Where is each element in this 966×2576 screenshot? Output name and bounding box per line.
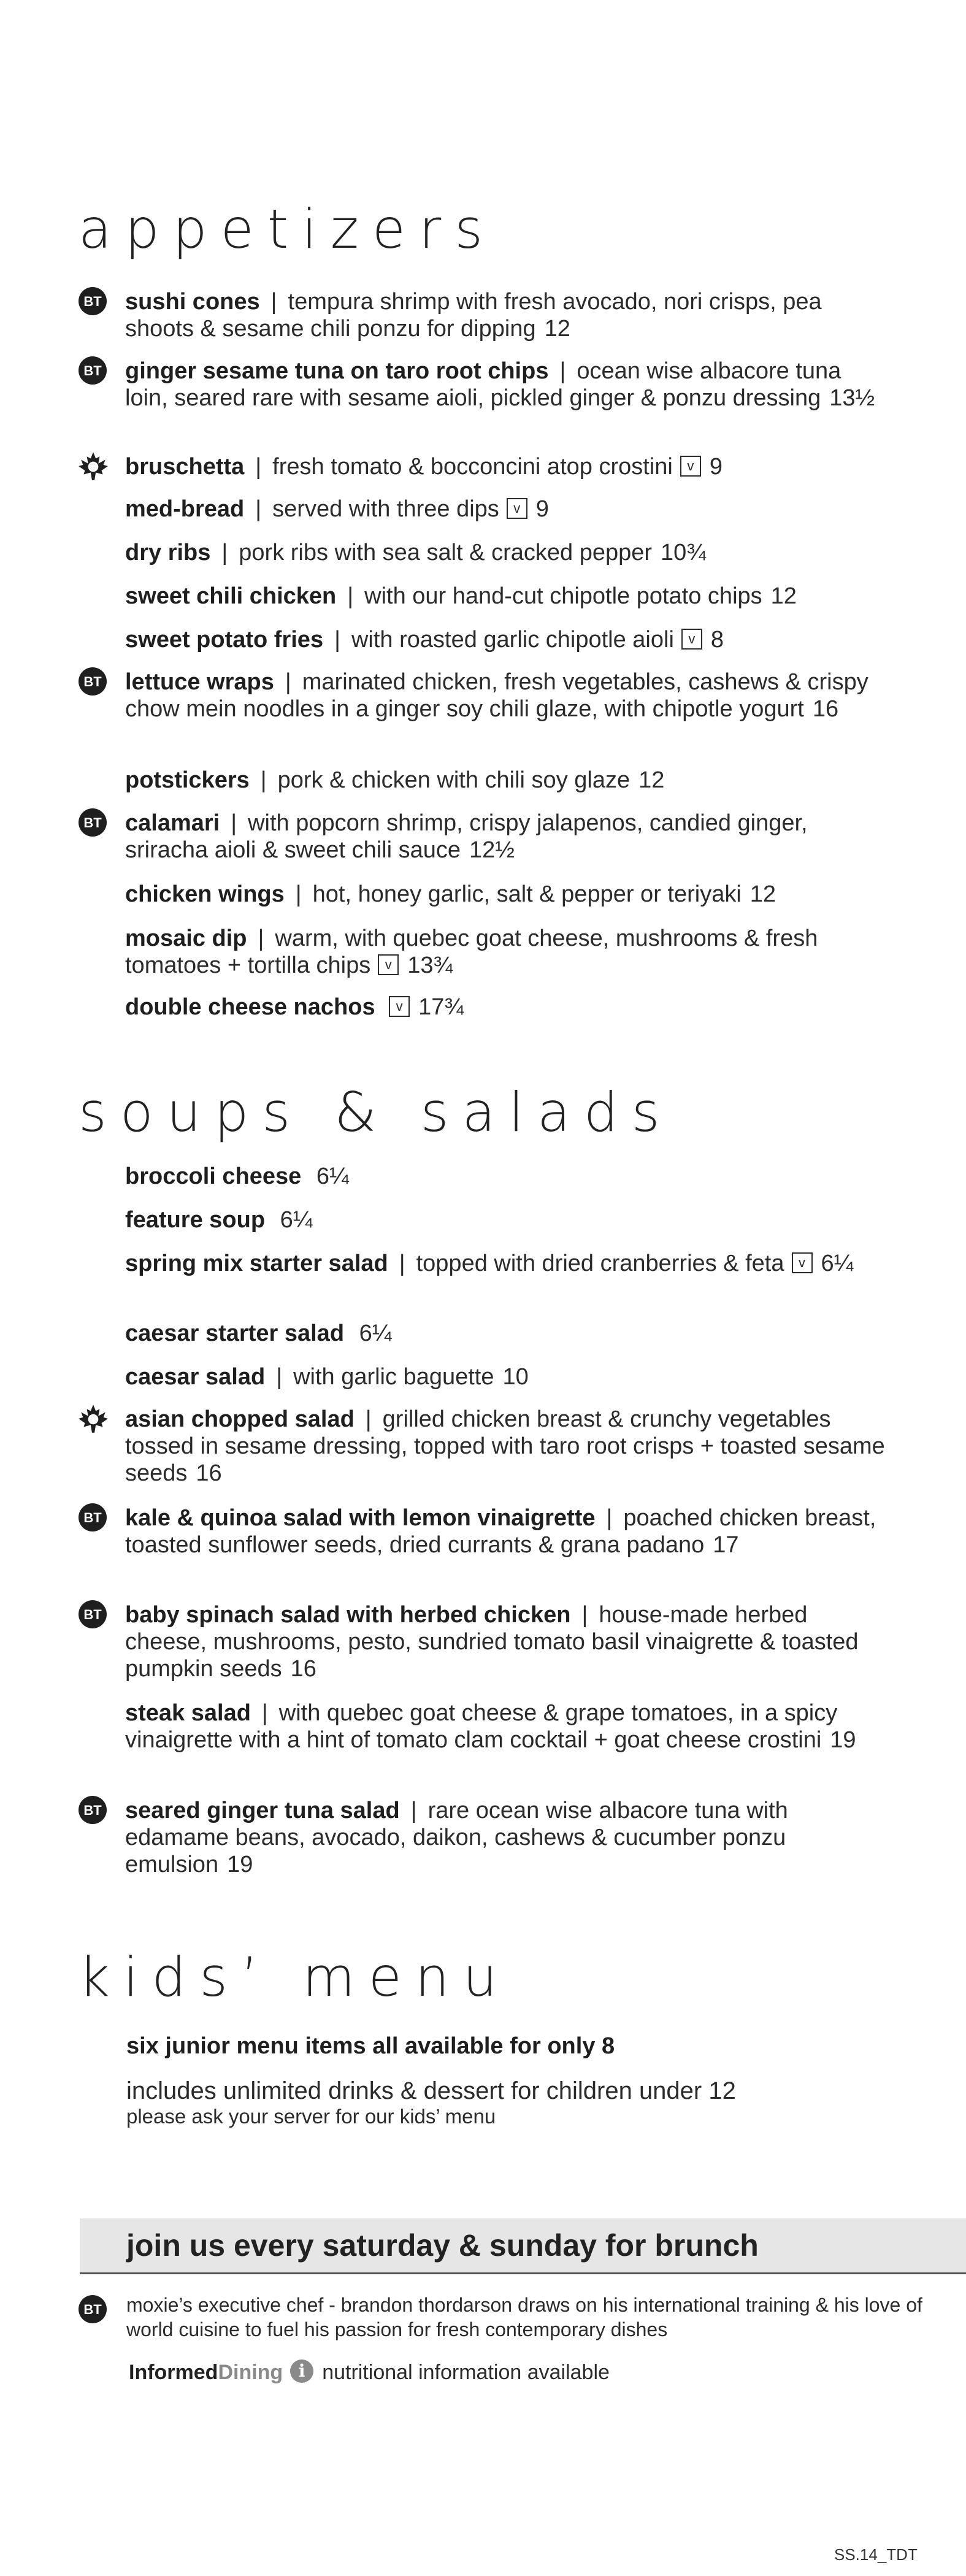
menu-item-price: 16 — [812, 696, 839, 722]
svg-text:BT: BT — [83, 1607, 102, 1622]
brunch-text: join us every saturday & sunday for brunch — [126, 2228, 759, 2263]
menu-item-price: 12½ — [469, 837, 515, 863]
separator: | — [581, 1602, 588, 1628]
menu-item — [125, 583, 886, 610]
menu-item — [125, 1163, 886, 1190]
bt-badge-icon — [77, 286, 108, 316]
bt-badge-icon — [77, 355, 108, 386]
menu-item — [125, 358, 886, 412]
menu-item-name: lettuce wraps — [125, 669, 274, 695]
vegetarian-icon: v — [389, 996, 410, 1017]
kids-offer: six junior menu items all available for only 8 — [126, 2033, 615, 2059]
menu-item-name: double cheese nachos — [125, 994, 375, 1020]
menu-item-description: with roasted garlic chipotle aioli — [351, 627, 674, 653]
menu-item — [125, 925, 886, 979]
separator: | — [295, 881, 302, 907]
svg-text:BT: BT — [83, 815, 102, 830]
separator: | — [347, 583, 354, 609]
menu-item-description: rare ocean wise albacore tuna with edamame beans, avocado, daikon, cashews & cucumber ponzu emulsion — [125, 1798, 788, 1877]
menu-item-name: spring mix starter salad — [125, 1251, 388, 1276]
menu-item-name: broccoli cheese — [125, 1163, 302, 1189]
menu-item — [125, 1406, 886, 1487]
kids-note: please ask your server for our kids’ menu — [126, 2105, 496, 2128]
bt-badge-icon — [77, 2294, 108, 2325]
menu-item — [125, 669, 886, 723]
menu-item — [125, 1206, 886, 1233]
menu-item — [125, 810, 886, 864]
menu-item-description: poached chicken breast, toasted sunflower seeds, dried currants & grana padano — [125, 1505, 876, 1558]
menu-item-name: potstickers — [125, 767, 250, 793]
menu-item — [125, 767, 886, 794]
menu-item-name: dry ribs — [125, 540, 211, 565]
separator: | — [255, 454, 262, 480]
menu-item-name: caesar starter salad — [125, 1321, 345, 1346]
menu-item-description: with garlic baguette — [293, 1364, 494, 1390]
soups-salads-heading: soups & salads — [79, 1081, 673, 1144]
menu-item-price: 10 — [502, 1364, 529, 1390]
svg-text:BT: BT — [83, 2302, 102, 2317]
menu-item-name: ginger sesame tuna on taro root chips — [125, 358, 549, 384]
separator: | — [260, 767, 267, 793]
menu-item — [125, 1797, 886, 1878]
menu-item-price: 12 — [638, 767, 665, 793]
menu-item-description: house-made herbed cheese, mushrooms, pesto, sundried tomato basil vinaigrette & toasted pumpkin seeds — [125, 1602, 859, 1682]
separator: | — [365, 1406, 372, 1432]
menu-item-price: 12 — [770, 583, 797, 609]
separator: | — [276, 1364, 283, 1390]
separator: | — [410, 1798, 417, 1823]
menu-item-description: pork & chicken with chili soy glaze — [277, 767, 631, 793]
menu-item-price: 16 — [290, 1656, 316, 1682]
menu-item — [125, 1505, 886, 1558]
separator: | — [399, 1251, 405, 1276]
menu-item-price: 6¼ — [280, 1207, 313, 1233]
informed-dining-logo-part2: Dining — [218, 2361, 283, 2384]
menu-item — [125, 453, 886, 480]
vegetarian-icon: v — [507, 498, 527, 519]
menu-item-description: with popcorn shrimp, crispy jalapenos, candied ginger, sriracha aioli & sweet chili sauce — [125, 810, 808, 863]
bt-badge-icon — [77, 1599, 108, 1630]
brunch-banner — [80, 2218, 966, 2274]
menu-item-description: with quebec goat cheese & grape tomatoes, in a spicy vinaigrette with a hint of tomato clam cocktail + goat cheese crostini — [125, 1700, 838, 1753]
svg-text:BT: BT — [83, 1803, 102, 1818]
bt-badge-icon — [77, 807, 108, 838]
maple-leaf-icon — [77, 1403, 109, 1435]
info-icon: i — [290, 2359, 313, 2383]
separator: | — [606, 1505, 613, 1531]
appetizers-heading: appetizers — [79, 197, 497, 261]
svg-text:BT: BT — [83, 1510, 102, 1525]
separator: | — [559, 358, 566, 384]
menu-item-price: 13¾ — [407, 953, 453, 978]
bt-badge-icon — [77, 666, 108, 697]
vegetarian-icon: v — [792, 1252, 813, 1273]
separator: | — [231, 810, 237, 836]
informed-dining-logo-part1: Informed — [129, 2361, 218, 2384]
menu-item-price: 9 — [535, 496, 549, 522]
menu-item-description: fresh tomato & bocconcini atop crostini — [272, 454, 673, 480]
menu-item-description: warm, with quebec goat cheese, mushrooms & fresh tomatoes + tortilla chips — [125, 926, 818, 978]
menu-item — [125, 1250, 886, 1277]
vegetarian-icon: v — [378, 954, 399, 975]
menu-item-price: 6¼ — [359, 1321, 392, 1346]
vegetarian-icon: v — [680, 456, 701, 477]
menu-item-name: sweet chili chicken — [125, 583, 337, 609]
bt-badge-icon — [77, 1502, 108, 1533]
menu-item — [125, 1320, 886, 1347]
menu-item-price: 10¾ — [661, 540, 706, 565]
menu-item-name: chicken wings — [125, 881, 285, 907]
menu-item-price: 6¼ — [821, 1251, 854, 1276]
menu-item-description: marinated chicken, fresh vegetables, cashews & crispy chow mein noodles in a ginger soy chili glaze, with chipotle yogurt — [125, 669, 868, 722]
menu-item-price: 19 — [830, 1727, 856, 1753]
menu-item-price: 17 — [713, 1532, 739, 1558]
maple-leaf-icon — [77, 451, 109, 483]
menu-item — [125, 881, 886, 908]
menu-item-price: 13½ — [829, 385, 875, 411]
menu-item-name: asian chopped salad — [125, 1406, 355, 1432]
menu-item-description: topped with dried cranberries & feta — [416, 1251, 784, 1276]
menu-item — [125, 626, 886, 653]
menu-item-description: hot, honey garlic, salt & pepper or teriyaki — [312, 881, 742, 907]
menu-item — [125, 496, 886, 523]
menu-item-price: 19 — [227, 1852, 253, 1877]
menu-item-price: 16 — [196, 1460, 222, 1486]
menu-item-price: 12 — [749, 881, 776, 907]
separator: | — [261, 1700, 268, 1726]
menu-item — [125, 539, 886, 566]
menu-item-name: calamari — [125, 810, 220, 836]
separator: | — [255, 496, 262, 522]
menu-item — [125, 288, 886, 342]
menu-item-name: caesar salad — [125, 1364, 266, 1390]
separator: | — [270, 289, 277, 315]
kids-includes: includes unlimited drinks & dessert for children under 12 — [126, 2077, 736, 2104]
menu-item-name: med-bread — [125, 496, 245, 522]
svg-text:BT: BT — [83, 363, 102, 378]
menu-item-description: ocean wise albacore tuna loin, seared rare with sesame aioli, pickled ginger & ponzu dressing — [125, 358, 841, 411]
menu-item-description: grilled chicken breast & crunchy vegetables tossed in sesame dressing, topped with taro root crisps + toasted sesame seeds — [125, 1406, 885, 1486]
informed-dining-text: nutritional information available — [322, 2361, 610, 2384]
menu-item — [125, 1700, 886, 1754]
menu-item — [125, 1601, 886, 1682]
menu-item-name: seared ginger tuna salad — [125, 1798, 400, 1823]
menu-item-description: pork ribs with sea salt & cracked pepper — [239, 540, 653, 565]
menu-item — [125, 994, 886, 1021]
menu-item-price: 6¼ — [316, 1163, 349, 1189]
separator: | — [334, 627, 340, 653]
menu-item — [125, 1363, 886, 1390]
menu-item-name: steak salad — [125, 1700, 251, 1726]
menu-item-price: 8 — [710, 627, 724, 653]
menu-item-name: kale & quinoa salad with lemon vinaigrette — [125, 1505, 596, 1531]
menu-item-price: 17¾ — [418, 994, 464, 1020]
menu-item-description: with our hand-cut chipotle potato chips — [364, 583, 762, 609]
bt-badge-icon — [77, 1795, 108, 1825]
footer-code: SS.14_TDT — [834, 2545, 918, 2564]
kids-menu-heading: kids’ menu — [79, 1945, 511, 2009]
menu-item-name: sushi cones — [125, 289, 260, 315]
vegetarian-icon: v — [681, 629, 702, 650]
chef-note: moxie’s executive chef - brandon thordarson draws on his international training & his love of world cuisine to fuel his passion for fresh contemporary dishes — [126, 2294, 922, 2340]
menu-item-name: mosaic dip — [125, 926, 247, 951]
separator: | — [285, 669, 291, 695]
svg-text:BT: BT — [83, 294, 102, 309]
menu-item-price: 9 — [709, 454, 723, 480]
menu-item-description: served with three dips — [272, 496, 499, 522]
separator: | — [258, 926, 264, 951]
menu-item-name: sweet potato fries — [125, 627, 324, 653]
menu-item-description: tempura shrimp with fresh avocado, nori crisps, pea shoots & sesame chili ponzu for dipping — [125, 289, 822, 342]
svg-text:BT: BT — [83, 674, 102, 689]
informed-dining — [129, 2359, 610, 2386]
separator: | — [221, 540, 228, 565]
menu-item-name: feature soup — [125, 1207, 266, 1233]
menu-item-name: baby spinach salad with herbed chicken — [125, 1602, 571, 1628]
menu-item-price: 12 — [544, 316, 570, 342]
menu-item-name: bruschetta — [125, 454, 245, 480]
